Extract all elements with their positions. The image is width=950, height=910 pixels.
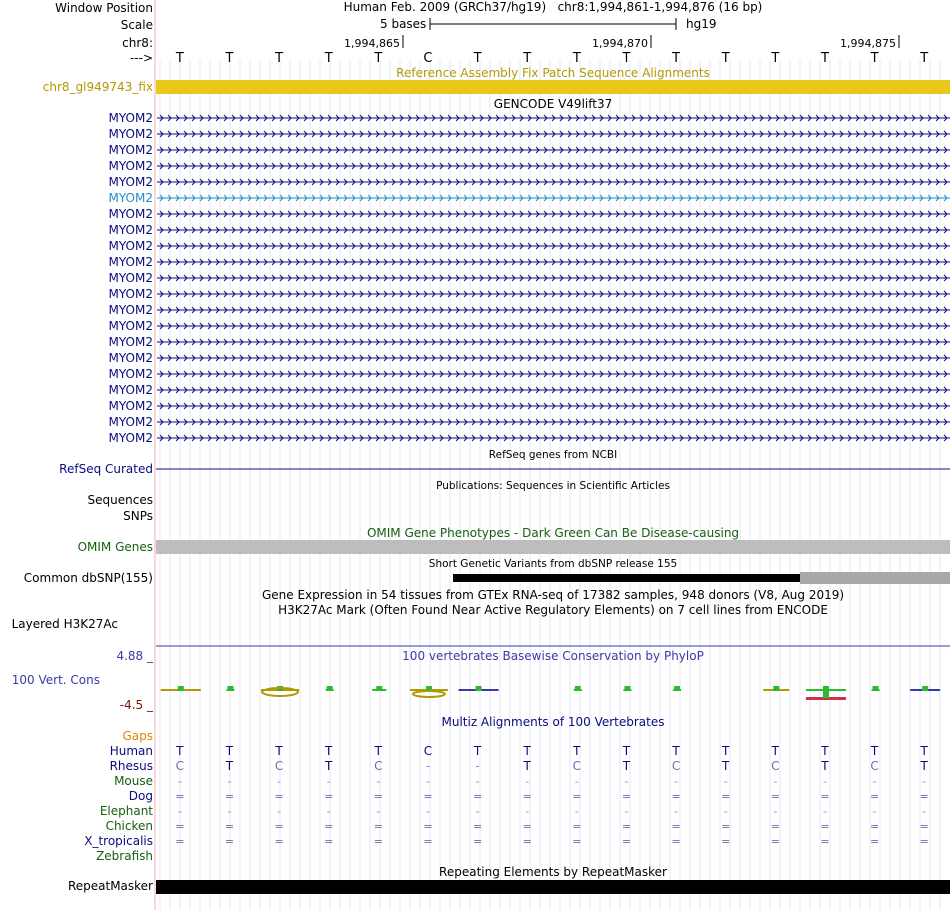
sequence-base: T — [324, 51, 333, 66]
gene-label-5[interactable]: MYOM2 — [108, 191, 153, 205]
phylop-mark-peak — [873, 686, 879, 691]
multiz-base: = — [671, 820, 681, 833]
multiz-base: - — [376, 805, 381, 818]
multiz-base: T — [275, 744, 283, 758]
phylop-min-label: -4.5 _ — [119, 698, 153, 712]
reference-sequence — [175, 51, 928, 66]
phylop-mark-peak — [773, 686, 779, 691]
multiz-base: - — [624, 775, 629, 788]
gene-label-12[interactable]: MYOM2 — [108, 303, 153, 317]
repeatmasker-bar — [156, 880, 950, 894]
ruler-ticks — [344, 35, 899, 50]
h3k27ac-label[interactable]: Layered H3K27Ac — [11, 617, 118, 631]
gene-label-16[interactable]: MYOM2 — [108, 367, 153, 381]
multiz-base: C — [870, 759, 879, 773]
multiz-base: T — [325, 759, 333, 773]
phylop-mark-peak — [178, 686, 184, 691]
phylop-title: 100 vertebrates Basewise Conservation by PhyloP — [402, 649, 704, 663]
multiz-base: C — [274, 759, 284, 773]
multiz-base: - — [574, 775, 579, 788]
multiz-title: Multiz Alignments of 100 Vertebrates — [441, 715, 665, 729]
dbsnp-bar-grey — [800, 572, 950, 584]
multiz-base: T — [622, 759, 631, 773]
phylop-mark-peak — [823, 690, 829, 698]
multiz-base: - — [475, 775, 480, 788]
multiz-base: = — [621, 790, 632, 803]
phylop-label[interactable]: 100 Vert. Cons — [11, 673, 100, 687]
multiz-species-elephant[interactable]: Elephant — [99, 804, 153, 818]
gtex-title: Gene Expression in 54 tissues from GTEx RNA-seq of 17382 samples, 948 donors (V8, Aug 2019) — [261, 588, 845, 602]
multiz-base: T — [920, 744, 928, 758]
position-range: chr8:1,994,861-1,994,876 (16 bp) — [557, 0, 763, 14]
gene-label-6[interactable]: MYOM2 — [108, 207, 153, 221]
multiz-base: = — [274, 820, 284, 833]
gene-label-3[interactable]: MYOM2 — [108, 159, 153, 173]
multiz-base: - — [822, 805, 827, 818]
refseq-title: RefSeq genes from NCBI — [488, 449, 618, 461]
multiz-base: - — [574, 805, 579, 818]
multiz-base: = — [373, 820, 383, 833]
multiz-base: = — [572, 790, 582, 803]
multiz-base: - — [525, 805, 530, 818]
multiz-base: = — [869, 790, 880, 803]
multiz-base: = — [274, 790, 284, 803]
phylop-mark-peak — [376, 686, 382, 691]
multiz-base: T — [523, 759, 531, 773]
multiz-base: = — [175, 790, 185, 803]
phylop-mark-peak — [227, 686, 233, 691]
multiz-base: = — [721, 790, 731, 803]
sequence-base: T — [175, 51, 184, 66]
multiz-base: - — [425, 759, 431, 773]
multiz-species-chicken[interactable]: Chicken — [105, 819, 153, 833]
multiz-base: = — [869, 820, 880, 833]
multiz-base: T — [325, 744, 333, 758]
multiz-base: - — [723, 775, 728, 788]
multiz-base: = — [770, 835, 780, 848]
db-label: hg19 — [686, 17, 717, 31]
refseq-label[interactable]: RefSeq Curated — [59, 462, 153, 476]
multiz-base: T — [225, 759, 234, 773]
multiz-base: = — [919, 790, 929, 803]
multiz-base: - — [723, 805, 728, 818]
multiz-base: - — [425, 805, 430, 818]
assembly-title: Human Feb. 2009 (GRCh37/hg19) — [343, 0, 547, 14]
multiz-base: = — [820, 835, 830, 848]
multiz-base: C — [572, 759, 582, 773]
multiz-base: T — [374, 744, 382, 758]
multiz-base: T — [573, 744, 581, 758]
multiz-base: = — [373, 835, 383, 848]
multiz-base: = — [671, 790, 681, 803]
multiz-base: = — [324, 790, 334, 803]
multiz-base: - — [872, 805, 877, 818]
multiz-species-rhesus[interactable]: Rhesus — [109, 759, 153, 773]
multiz-base: = — [423, 835, 433, 848]
sequence-base: T — [374, 51, 383, 66]
multiz-base: = — [919, 820, 929, 833]
h3k27ac-title: H3K27Ac Mark (Often Found Near Active Regulatory Elements) on 7 cell lines from ENCODE — [278, 603, 828, 617]
multiz-base: = — [522, 835, 532, 848]
publications-title: Publications: Sequences in Scientific Articles — [436, 480, 670, 492]
multiz-gaps-label: Gaps — [122, 729, 153, 743]
multiz-base: - — [177, 775, 182, 788]
multiz-base: - — [525, 775, 530, 788]
dbsnp-label[interactable]: Common dbSNP(155) — [23, 571, 153, 585]
gene-label-18[interactable]: MYOM2 — [108, 399, 153, 413]
sequence-base: T — [225, 51, 234, 66]
gene-label-11[interactable]: MYOM2 — [108, 287, 153, 301]
multiz-base: = — [522, 820, 532, 833]
repeatmasker-label[interactable]: RepeatMasker — [67, 879, 153, 893]
multiz-base: = — [324, 835, 334, 848]
gene-label-13[interactable]: MYOM2 — [108, 319, 153, 333]
multiz-base: T — [225, 744, 234, 758]
gene-label-7[interactable]: MYOM2 — [108, 223, 153, 237]
fix-patch-item-label[interactable]: chr8_gl949743_fix — [42, 80, 153, 94]
ruler-tick-label: 1,994,865 — [344, 37, 400, 50]
multiz-base: = — [472, 790, 483, 803]
multiz-base: - — [674, 775, 679, 788]
sequence-base: T — [473, 51, 482, 66]
multiz-base: = — [175, 820, 185, 833]
multiz-base: T — [722, 744, 730, 758]
gene-label-1[interactable]: MYOM2 — [108, 127, 153, 141]
multiz-base: - — [922, 805, 927, 818]
sequence-base: T — [572, 51, 581, 66]
multiz-base: C — [771, 759, 780, 773]
multiz-base: - — [674, 805, 679, 818]
phylop-mark-peak — [922, 686, 928, 691]
multiz-base: T — [622, 744, 631, 758]
dbsnp-title: Short Genetic Variants from dbSNP release 155 — [428, 558, 678, 570]
multiz-base: - — [822, 775, 827, 788]
gene-label-10[interactable]: MYOM2 — [108, 271, 153, 285]
multiz-base: T — [473, 744, 482, 758]
multiz-base: - — [475, 805, 480, 818]
ruler-tick-label: 1,994,875 — [840, 37, 896, 50]
multiz-base: = — [572, 820, 582, 833]
gencode-gene-lines — [157, 115, 950, 441]
multiz-base: T — [672, 744, 680, 758]
gene-label-14[interactable]: MYOM2 — [108, 335, 153, 349]
multiz-base: - — [773, 775, 778, 788]
multiz-base: T — [920, 759, 928, 773]
multiz-base: = — [522, 790, 532, 803]
phylop-mark-peak — [624, 686, 630, 691]
multiz-base: - — [177, 805, 182, 818]
sequence-base: T — [721, 51, 730, 66]
multiz-base: C — [374, 759, 383, 773]
multiz-base: = — [324, 820, 334, 833]
window-position-label: Window Position — [55, 1, 153, 15]
multiz-species-human[interactable]: Human — [109, 744, 153, 758]
multiz-base: - — [624, 805, 629, 818]
phylop-mark-peak — [327, 686, 333, 691]
ruler-tick-label: 1,994,870 — [592, 37, 648, 50]
fix-patch-title: Reference Assembly Fix Patch Sequence Alignments — [396, 66, 710, 80]
repeatmasker-title: Repeating Elements by RepeatMasker — [439, 865, 667, 879]
sequence-base: T — [920, 51, 929, 66]
multiz-base: - — [277, 805, 282, 818]
multiz-species-zebrafish[interactable]: Zebrafish — [96, 849, 153, 863]
multiz-base: = — [175, 835, 185, 848]
snps-label[interactable]: SNPs — [123, 509, 153, 523]
multiz-base: - — [475, 759, 480, 773]
multiz-base: T — [870, 744, 879, 758]
multiz-base: = — [721, 835, 731, 848]
multiz-species-mouse[interactable]: Mouse — [114, 774, 153, 788]
multiz-base: = — [621, 820, 632, 833]
omim-label[interactable]: OMIM Genes — [77, 540, 153, 554]
multiz-base: - — [922, 775, 927, 788]
omim-title: OMIM Gene Phenotypes - Dark Green Can Be Disease-causing — [366, 526, 740, 540]
gene-label-9[interactable]: MYOM2 — [108, 255, 153, 269]
multiz-species-dog[interactable]: Dog — [128, 789, 153, 803]
multiz-base: C — [671, 759, 681, 773]
multiz-base: - — [326, 775, 331, 788]
multiz-base: = — [224, 835, 235, 848]
sequence-base: T — [523, 51, 532, 66]
sequence-base: T — [672, 51, 681, 66]
phylop-max-label: 4.88 _ — [116, 649, 153, 663]
multiz-base: = — [423, 820, 433, 833]
multiz-base: = — [224, 820, 235, 833]
multiz-base: C — [423, 744, 433, 758]
multiz-base: = — [274, 835, 284, 848]
multiz-base: = — [820, 820, 830, 833]
sequence-base: C — [423, 51, 433, 66]
multiz-base: = — [224, 790, 235, 803]
multiz-base: = — [373, 790, 383, 803]
phylop-mark-peak — [674, 686, 680, 691]
scale-text: 5 bases — [380, 17, 427, 31]
multiz-base: C — [175, 759, 185, 773]
multiz-base: T — [722, 759, 730, 773]
multiz-base: T — [176, 744, 184, 758]
gene-label-19[interactable]: MYOM2 — [108, 415, 153, 429]
multiz-base: T — [821, 744, 829, 758]
gene-label-8[interactable]: MYOM2 — [108, 239, 153, 253]
multiz-base: - — [227, 775, 232, 788]
multiz-base: = — [770, 790, 780, 803]
multiz-species-x_tropicalis[interactable]: X_tropicalis — [84, 834, 153, 848]
gene-label-0[interactable]: MYOM2 — [108, 111, 153, 125]
multiz-base: = — [572, 835, 582, 848]
gene-label-4[interactable]: MYOM2 — [108, 175, 153, 189]
multiz-base: = — [919, 835, 929, 848]
gene-label-20[interactable]: MYOM2 — [108, 431, 153, 445]
multiz-base: T — [771, 744, 779, 758]
phylop-mark-peak — [476, 686, 482, 691]
multiz-base: = — [472, 835, 483, 848]
multiz-base: - — [277, 775, 282, 788]
chrom-label: chr8: — [122, 36, 153, 50]
fix-patch-bar — [156, 80, 950, 94]
sequence-base: T — [622, 51, 631, 66]
phylop-mark-peak — [575, 686, 581, 691]
gene-label-2[interactable]: MYOM2 — [108, 143, 153, 157]
sequence-base: T — [275, 51, 284, 66]
multiz-base: - — [376, 775, 381, 788]
multiz-base: - — [326, 805, 331, 818]
multiz-base: = — [472, 820, 483, 833]
multiz-base: - — [425, 775, 430, 788]
gene-label-15[interactable]: MYOM2 — [108, 351, 153, 365]
multiz-base: = — [621, 835, 632, 848]
sequence-base: T — [820, 51, 829, 66]
multiz-base: - — [773, 805, 778, 818]
multiz-base: = — [820, 790, 830, 803]
multiz-base: = — [770, 820, 780, 833]
sequence-base: T — [870, 51, 879, 66]
position-header — [156, 0, 950, 14]
scale-label: Scale — [120, 18, 153, 32]
multiz-base: = — [721, 820, 731, 833]
omim-bar — [156, 540, 950, 554]
gencode-title: GENCODE V49lift37 — [493, 97, 613, 111]
multiz-base: = — [671, 835, 681, 848]
multiz-base: T — [821, 759, 829, 773]
strand-label: ---> — [129, 51, 153, 65]
multiz-base: = — [423, 790, 433, 803]
sequence-base: T — [771, 51, 780, 66]
multiz-rows — [175, 744, 929, 848]
multiz-base: - — [227, 805, 232, 818]
multiz-base: = — [869, 835, 880, 848]
multiz-base: T — [523, 744, 531, 758]
sequences-label[interactable]: Sequences — [87, 493, 153, 507]
gene-label-17[interactable]: MYOM2 — [108, 383, 153, 397]
multiz-base: - — [872, 775, 877, 788]
